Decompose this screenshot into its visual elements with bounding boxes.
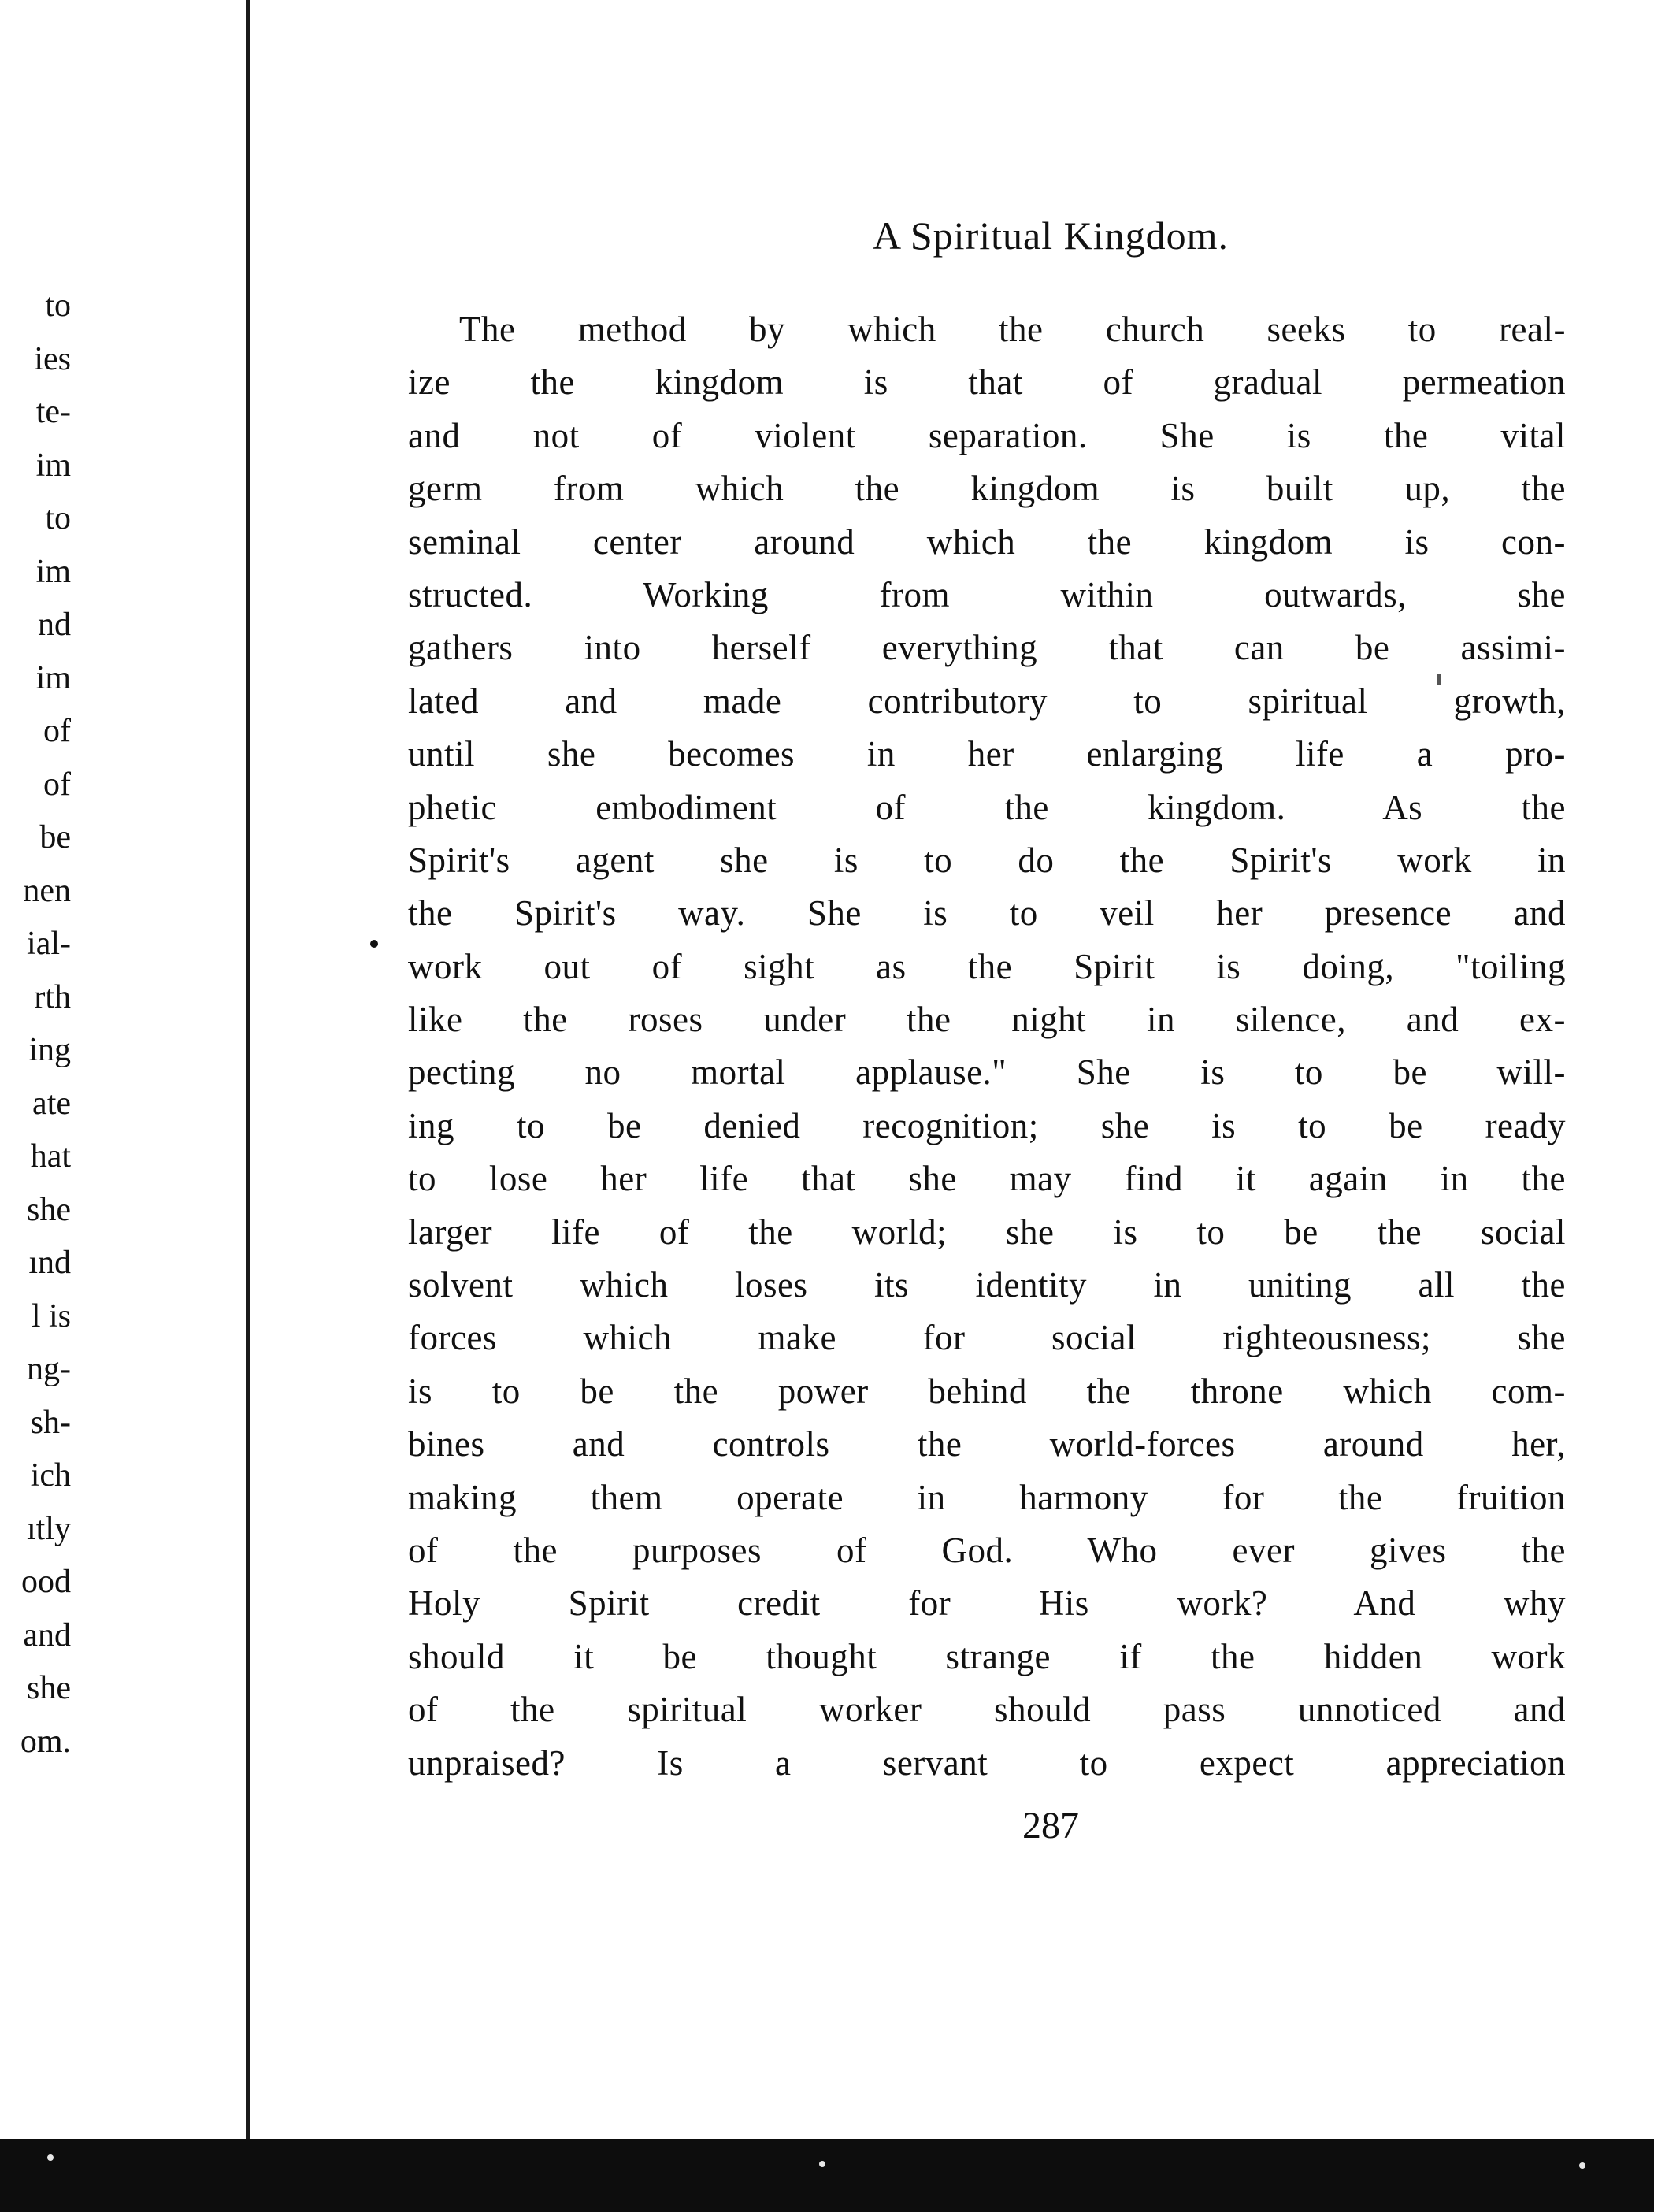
- scan-speck: [819, 2161, 825, 2167]
- text-line: is to be the power behind the throne which com-: [408, 1371, 1566, 1411]
- text-line: solvent which loses its identity in uniting all the: [408, 1265, 1566, 1305]
- line-ending: to: [45, 500, 71, 536]
- page-gutter-divider: [246, 0, 250, 2139]
- line-ending: nd: [38, 607, 71, 643]
- text-line: larger life of the world; she is to be the social: [408, 1212, 1566, 1252]
- line-ending: ing: [28, 1032, 71, 1068]
- line-ending: to: [45, 288, 71, 324]
- text-line: Spirit's agent she is to do the Spirit's work in: [408, 840, 1566, 880]
- previous-page-line-endings: [0, 280, 71, 1768]
- text-line: and not of violent separation. She is the vital: [408, 415, 1566, 455]
- text-line: pecting no mortal applause." She is to be will-: [408, 1052, 1566, 1093]
- text-line: of the spiritual worker should pass unnoticed and: [408, 1690, 1566, 1730]
- scan-speck: [1579, 2162, 1585, 2169]
- line-ending: ıtly: [26, 1510, 71, 1547]
- text-line: structed. Working from within outwards, she: [408, 574, 1566, 614]
- text-line: ing to be denied recognition; she is to be ready: [408, 1105, 1566, 1145]
- line-ending: ınd: [28, 1245, 71, 1281]
- text-line: like the roses under the night in silence, and ex-: [408, 1000, 1566, 1040]
- scan-bottom-edge: [0, 2139, 1654, 2212]
- text-line: ize the kingdom is that of gradual permeation: [408, 362, 1566, 403]
- book-page: [250, 0, 1654, 2139]
- line-ending: ies: [34, 340, 71, 377]
- text-line: forces which make for social righteousness; she: [408, 1318, 1566, 1358]
- text-line: bines and controls the world-forces around her,: [408, 1424, 1566, 1464]
- line-ending: ich: [30, 1457, 71, 1494]
- text-line: the Spirit's way. She is to veil her presence and: [408, 893, 1566, 933]
- line-ending: om.: [20, 1723, 71, 1760]
- text-line: to lose her life that she may find it again in the: [408, 1159, 1566, 1199]
- line-ending: nen: [23, 872, 71, 909]
- text-line: making them operate in harmony for the fruition: [408, 1477, 1566, 1517]
- text-line: unpraised? Is a servant to expect appreciation: [408, 1743, 1566, 1783]
- text-line: germ from which the kingdom is built up, the: [408, 469, 1566, 509]
- text-line: The method by which the church seeks to real-: [459, 310, 1566, 349]
- line-ending: ng-: [27, 1351, 71, 1387]
- text-line: lated and made contributory to spiritual growth,: [408, 681, 1566, 721]
- line-ending: im: [35, 447, 71, 484]
- line-ending: she: [27, 1191, 71, 1228]
- text-line: seminal center around which the kingdom is con-: [408, 521, 1566, 562]
- page-title: A Spiritual Kingdom.: [873, 213, 1229, 258]
- line-ending: and: [23, 1616, 71, 1653]
- previous-page-fragment: [0, 0, 236, 2212]
- line-ending: she: [27, 1670, 71, 1706]
- text-line: phetic embodiment of the kingdom. As the: [408, 787, 1566, 827]
- line-ending: rth: [34, 978, 71, 1015]
- line-ending: l is: [31, 1297, 71, 1334]
- line-ending: hat: [30, 1138, 71, 1175]
- line-ending: ial-: [27, 926, 71, 962]
- scan-speck: [47, 2154, 54, 2161]
- line-ending: sh-: [30, 1404, 71, 1441]
- text-line: work out of sight as the Spirit is doing, "toiling: [408, 946, 1566, 986]
- page-body-text: [408, 303, 1566, 1790]
- line-ending: ate: [32, 1085, 71, 1122]
- line-ending: im: [35, 659, 71, 696]
- text-line: should it be thought strange if the hidden work: [408, 1636, 1566, 1676]
- line-ending: te-: [35, 394, 71, 430]
- text-line: of the purposes of God. Who ever gives the: [408, 1530, 1566, 1570]
- line-ending: im: [35, 553, 71, 590]
- line-ending: of: [43, 713, 71, 749]
- line-ending: ood: [21, 1564, 71, 1600]
- line-ending: be: [39, 819, 71, 855]
- text-line: gathers into herself everything that can be assimi-: [408, 628, 1566, 668]
- page-number: 287: [1022, 1805, 1079, 1846]
- text-line: Holy Spirit credit for His work? And why: [408, 1583, 1566, 1624]
- line-ending: of: [43, 766, 71, 803]
- text-line: until she becomes in her enlarging life a pro-: [408, 734, 1566, 774]
